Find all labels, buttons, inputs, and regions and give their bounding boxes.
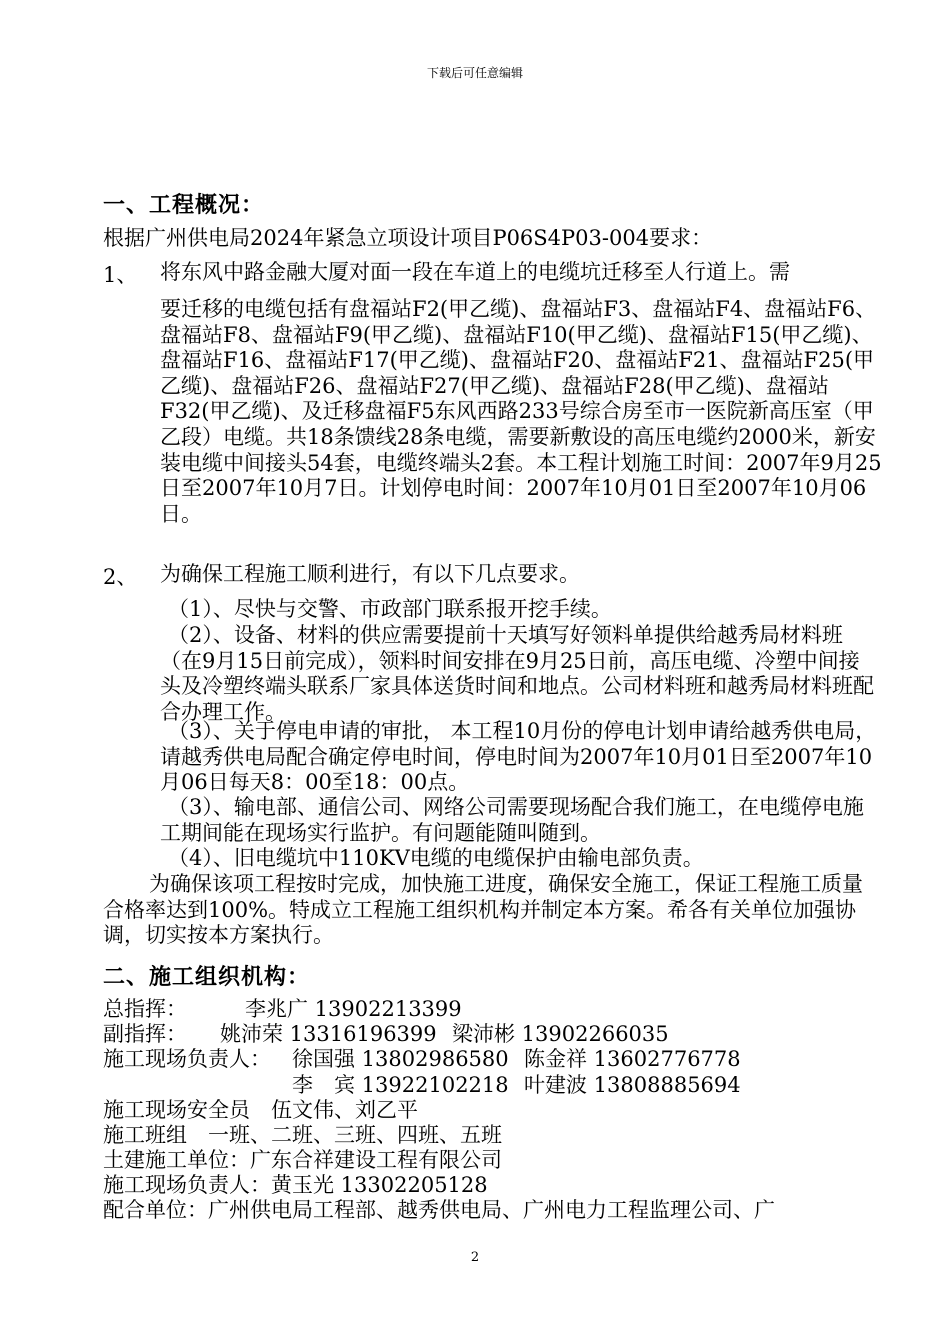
- item-1-number: 1、: [103, 263, 138, 287]
- requirement-5: （4）、旧电缆坑中110KV电缆的电缆保护由输电部负责。: [168, 846, 704, 870]
- intro-line: 根据广州供电局2024年紧急立项设计项目P06S4P03-004要求：: [103, 226, 713, 250]
- page-number: 2: [470, 1250, 480, 1265]
- section-1-title: 一、工程概况：: [103, 193, 265, 218]
- site-lead-4: 叶建波 13808885694: [524, 1073, 741, 1097]
- requirement-1: （1）、尽快与交警、市政部门联系报开挖手续。: [168, 597, 612, 621]
- item-1-body: 要迁移的电缆包括有盘福站F2(甲乙缆)、盘福站F3、盘福站F4、盘福站F6、盘福站F8、盘福站F9(甲乙缆)、盘福站F10(甲乙缆)、盘福站F15(甲乙缆)、盘福站F16、盘福站F17(甲乙缆)、盘福站F20、盘福站F21、盘福站F25(甲乙缆)、盘福站F26、盘福站F27(甲乙缆)、盘福站F28(甲乙缆)、盘福站F32(甲乙缆)、及迁移盘福F5东风西路233号综合房至市一医院新高压室（甲乙段）电缆。共18条馈线28条电缆，需要新敷设的高压电缆约2000米，新安装电缆中间接头54套，电缆终端头2套。本工程计划施工时间：2007年9月25日至2007年10月7日。计划停电时间：2007年10月01日至2007年10月06日。: [160, 297, 882, 526]
- closing-paragraph: 为确保该项工程按时完成，加快施工进度，确保安全施工，保证工程施工质量合格率达到100%。特成立工程施工组织机构并制定本方案。希各有关单位加强协调，切实按本方案执行。: [103, 872, 863, 948]
- work-teams: 施工班组 一班、二班、三班、四班、五班: [103, 1123, 502, 1147]
- commander-value: 李兆广 13902213399: [245, 997, 462, 1021]
- requirement-4: （3）、输电部、通信公司、网络公司需要现场配合我们施工，在电缆停电施工期间能在现场实行监护。有问题能随叫随到。: [160, 795, 864, 845]
- deputy-1: 姚沛荣 13316196399: [220, 1022, 437, 1046]
- civil-contractor: 土建施工单位：广东合祥建设工程有限公司: [103, 1148, 502, 1172]
- partner-units: 配合单位：广州供电局工程部、越秀供电局、广州电力工程监理公司、广: [103, 1198, 775, 1222]
- deputy-2: 梁沛彬 13902266035: [452, 1022, 669, 1046]
- safety-officer: 施工现场安全员 伍文伟、刘乙平: [103, 1098, 418, 1122]
- site-lead-1: 徐国强 13802986580: [292, 1047, 509, 1071]
- section-2-title: 二、施工组织机构：: [103, 965, 311, 990]
- deputy-label: 副指挥：: [103, 1022, 187, 1046]
- item-2-text: 为确保工程施工顺利进行，有以下几点要求。: [160, 562, 580, 586]
- site-lead-3: 李 宾 13922102218: [292, 1073, 509, 1097]
- item-2-number: 2、: [103, 565, 138, 589]
- site-lead-2: 陈金祥 13602776778: [524, 1047, 741, 1071]
- commander-label: 总指挥：: [103, 997, 187, 1021]
- site-lead-label: 施工现场负责人：: [103, 1047, 271, 1071]
- page-header: 下载后可任意编辑: [426, 66, 523, 80]
- item-1-first-line: 将东风中路金融大厦对面一段在车道上的电缆坑迁移至人行道上。需: [160, 260, 790, 284]
- requirement-3: （3）、关于停电申请的审批， 本工程10月份的停电计划申请给越秀供电局，请越秀供电局配合确定停电时间，停电时间为2007年10月01日至2007年10月06日每天8：00至18：00点。: [160, 719, 877, 795]
- civil-site-lead: 施工现场负责人：黄玉光 13302205128: [103, 1173, 488, 1197]
- requirement-2: （2）、设备、材料的供应需要提前十天填写好领料单提供给越秀局材料班（在9月15日前完成），领料时间安排在9月25日前，高压电缆、冷塑中间接头及冷塑终端头联系厂家具体送货时间和地点。公司材料班和越秀局材料班配合办理工作。: [160, 623, 874, 724]
